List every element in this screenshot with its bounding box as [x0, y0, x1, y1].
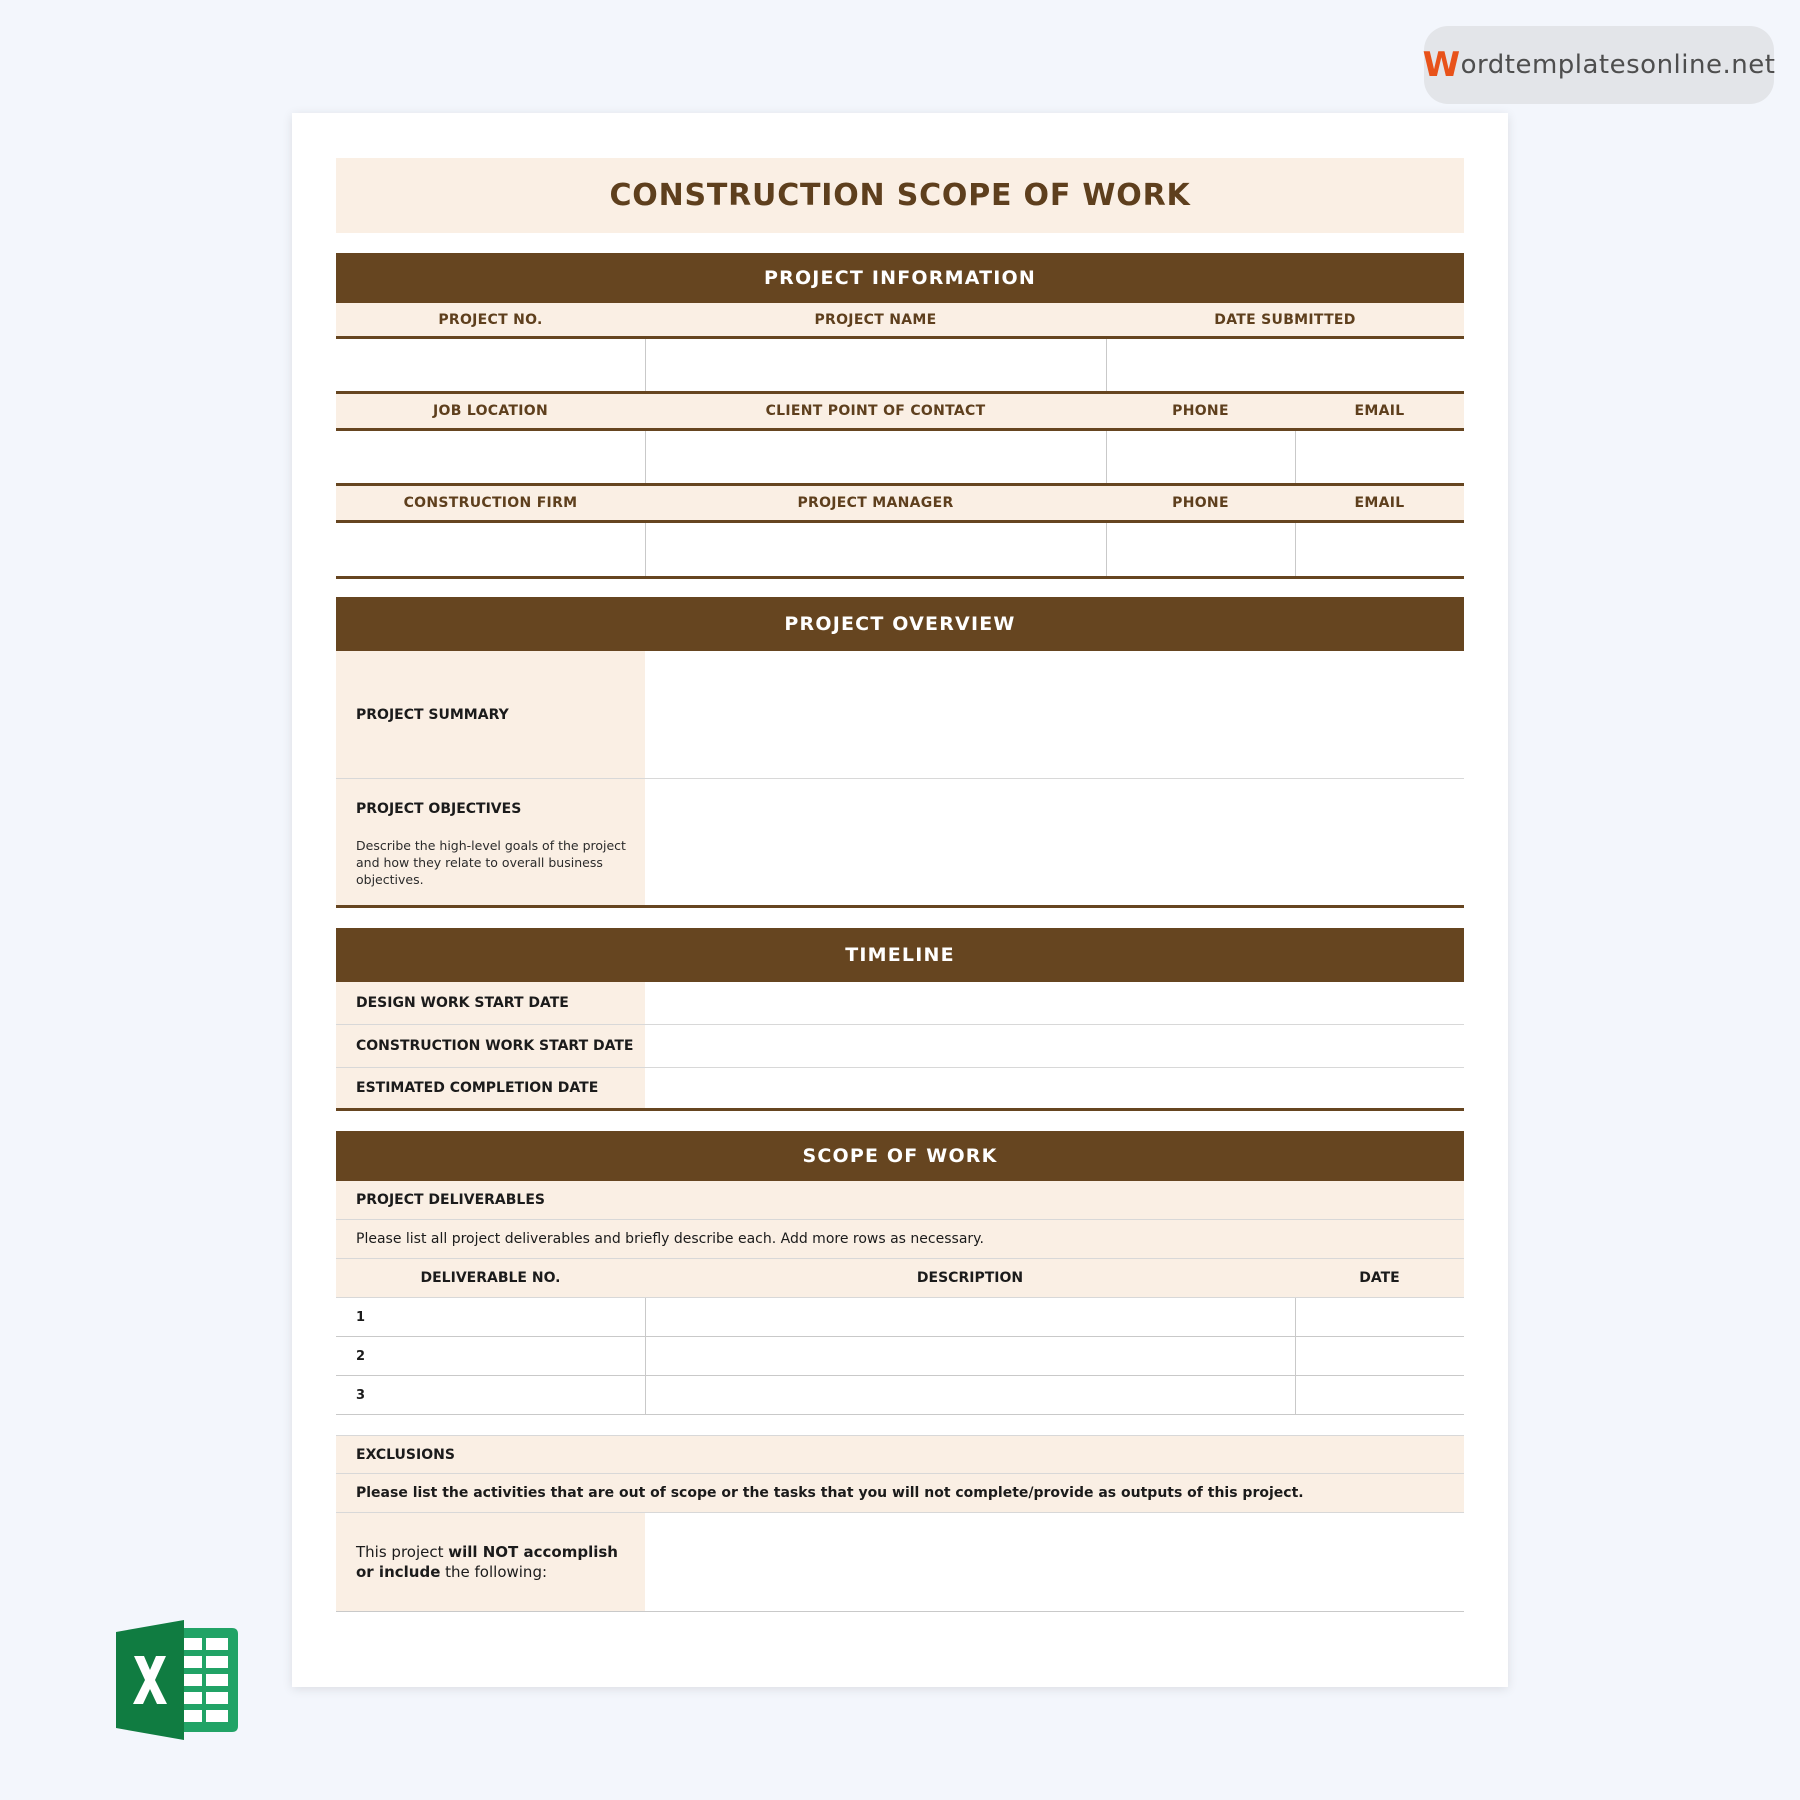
construction-firm-field[interactable]	[336, 523, 645, 576]
document-content	[336, 158, 1464, 1612]
project-info-input-row-3	[336, 523, 1464, 579]
client-email-field[interactable]	[1295, 431, 1464, 483]
exclusions-label: EXCLUSIONS	[336, 1435, 1464, 1474]
deliverable-number: 1	[356, 1309, 366, 1325]
document-page	[292, 113, 1508, 1687]
project-name-field[interactable]	[645, 339, 1106, 391]
completion-date-label: ESTIMATED COMPLETION DATE	[336, 1068, 645, 1108]
manager-email-field[interactable]	[1295, 523, 1464, 576]
header-manager-phone: PHONE	[1172, 495, 1229, 511]
header-date: DATE	[1359, 1270, 1400, 1286]
table-row	[336, 1376, 1464, 1415]
section-project-overview: PROJECT OVERVIEW	[336, 597, 1464, 651]
project-summary-row	[336, 651, 1464, 779]
date-submitted-field[interactable]	[1106, 339, 1464, 391]
deliverable-description-field[interactable]	[645, 1337, 1295, 1375]
exclusions-text-start: This project	[356, 1543, 449, 1561]
project-objectives-label-cell	[336, 779, 645, 905]
manager-phone-field[interactable]	[1106, 523, 1295, 576]
project-info-input-row-2	[336, 431, 1464, 483]
header-date-submitted: DATE SUBMITTED	[1214, 311, 1356, 328]
header-project-name: PROJECT NAME	[814, 311, 937, 328]
section-scope-of-work: SCOPE OF WORK	[336, 1131, 1464, 1181]
design-start-field[interactable]	[645, 982, 1464, 1024]
document-title: CONSTRUCTION SCOPE OF WORK	[336, 158, 1464, 233]
project-info-header-row-2	[336, 391, 1464, 431]
project-summary-field[interactable]	[645, 651, 1464, 778]
project-summary-label: PROJECT SUMMARY	[336, 651, 645, 778]
deliverables-label: PROJECT DELIVERABLES	[336, 1181, 1464, 1220]
watermark-text: ordtemplatesonline.net	[1460, 50, 1776, 80]
project-objectives-row	[336, 779, 1464, 908]
completion-date-field[interactable]	[645, 1068, 1464, 1108]
deliverable-date-field[interactable]	[1295, 1298, 1464, 1336]
table-row	[336, 1337, 1464, 1376]
project-info-header-row-1	[336, 303, 1464, 339]
client-phone-field[interactable]	[1106, 431, 1295, 483]
construction-start-label: CONSTRUCTION WORK START DATE	[336, 1025, 645, 1067]
exclusions-statement	[336, 1513, 645, 1611]
construction-start-field[interactable]	[645, 1025, 1464, 1067]
section-timeline: TIMELINE	[336, 928, 1464, 982]
project-manager-field[interactable]	[645, 523, 1106, 576]
exclusions-text-end: the following:	[440, 1563, 548, 1581]
design-start-label: DESIGN WORK START DATE	[336, 982, 645, 1024]
timeline-row	[336, 982, 1464, 1025]
project-objectives-label: PROJECT OBJECTIVES	[356, 801, 522, 817]
exclusions-row	[336, 1513, 1464, 1612]
exclusions-text-bold: will NOT accomplish or include	[356, 1543, 618, 1581]
header-description: DESCRIPTION	[916, 1270, 1024, 1286]
header-job-location: JOB LOCATION	[433, 403, 548, 419]
job-location-field[interactable]	[336, 431, 645, 483]
deliverables-instruction: Please list all project deliverables and briefly describe each. Add more rows as necessary.	[336, 1220, 1464, 1259]
header-project-no: PROJECT NO.	[438, 311, 543, 328]
client-contact-field[interactable]	[645, 431, 1106, 483]
deliverable-description-field[interactable]	[645, 1298, 1295, 1336]
header-project-manager: PROJECT MANAGER	[797, 495, 954, 511]
deliverable-number: 2	[356, 1348, 366, 1364]
project-no-field[interactable]	[336, 339, 645, 391]
timeline-row	[336, 1025, 1464, 1068]
exclusions-instruction: Please list the activities that are out of scope or the tasks that you will not complete/provide as outputs of this project.	[336, 1474, 1464, 1513]
header-deliverable-no: DELIVERABLE NO.	[420, 1270, 561, 1286]
deliverable-description-field[interactable]	[645, 1376, 1295, 1414]
project-objectives-field[interactable]	[645, 779, 1464, 905]
table-row	[336, 1298, 1464, 1337]
header-construction-firm: CONSTRUCTION FIRM	[403, 495, 578, 511]
deliverables-table-header	[336, 1259, 1464, 1298]
project-info-header-row-3	[336, 483, 1464, 523]
excel-icon	[114, 1618, 240, 1742]
deliverable-date-field[interactable]	[1295, 1337, 1464, 1375]
deliverable-date-field[interactable]	[1295, 1376, 1464, 1414]
header-manager-email: EMAIL	[1354, 495, 1405, 511]
deliverable-number: 3	[356, 1387, 366, 1403]
header-client-phone: PHONE	[1172, 403, 1229, 419]
exclusions-field[interactable]	[645, 1513, 1464, 1611]
header-client-contact: CLIENT POINT OF CONTACT	[765, 403, 986, 419]
project-info-input-row-1	[336, 339, 1464, 391]
watermark-badge	[1424, 26, 1774, 104]
watermark-logo-letter: W	[1422, 45, 1461, 85]
header-client-email: EMAIL	[1354, 403, 1405, 419]
project-objectives-description: Describe the high-level goals of the project and how they relate to overall business objectives.	[356, 838, 626, 887]
timeline-row	[336, 1068, 1464, 1111]
section-project-information: PROJECT INFORMATION	[336, 253, 1464, 303]
